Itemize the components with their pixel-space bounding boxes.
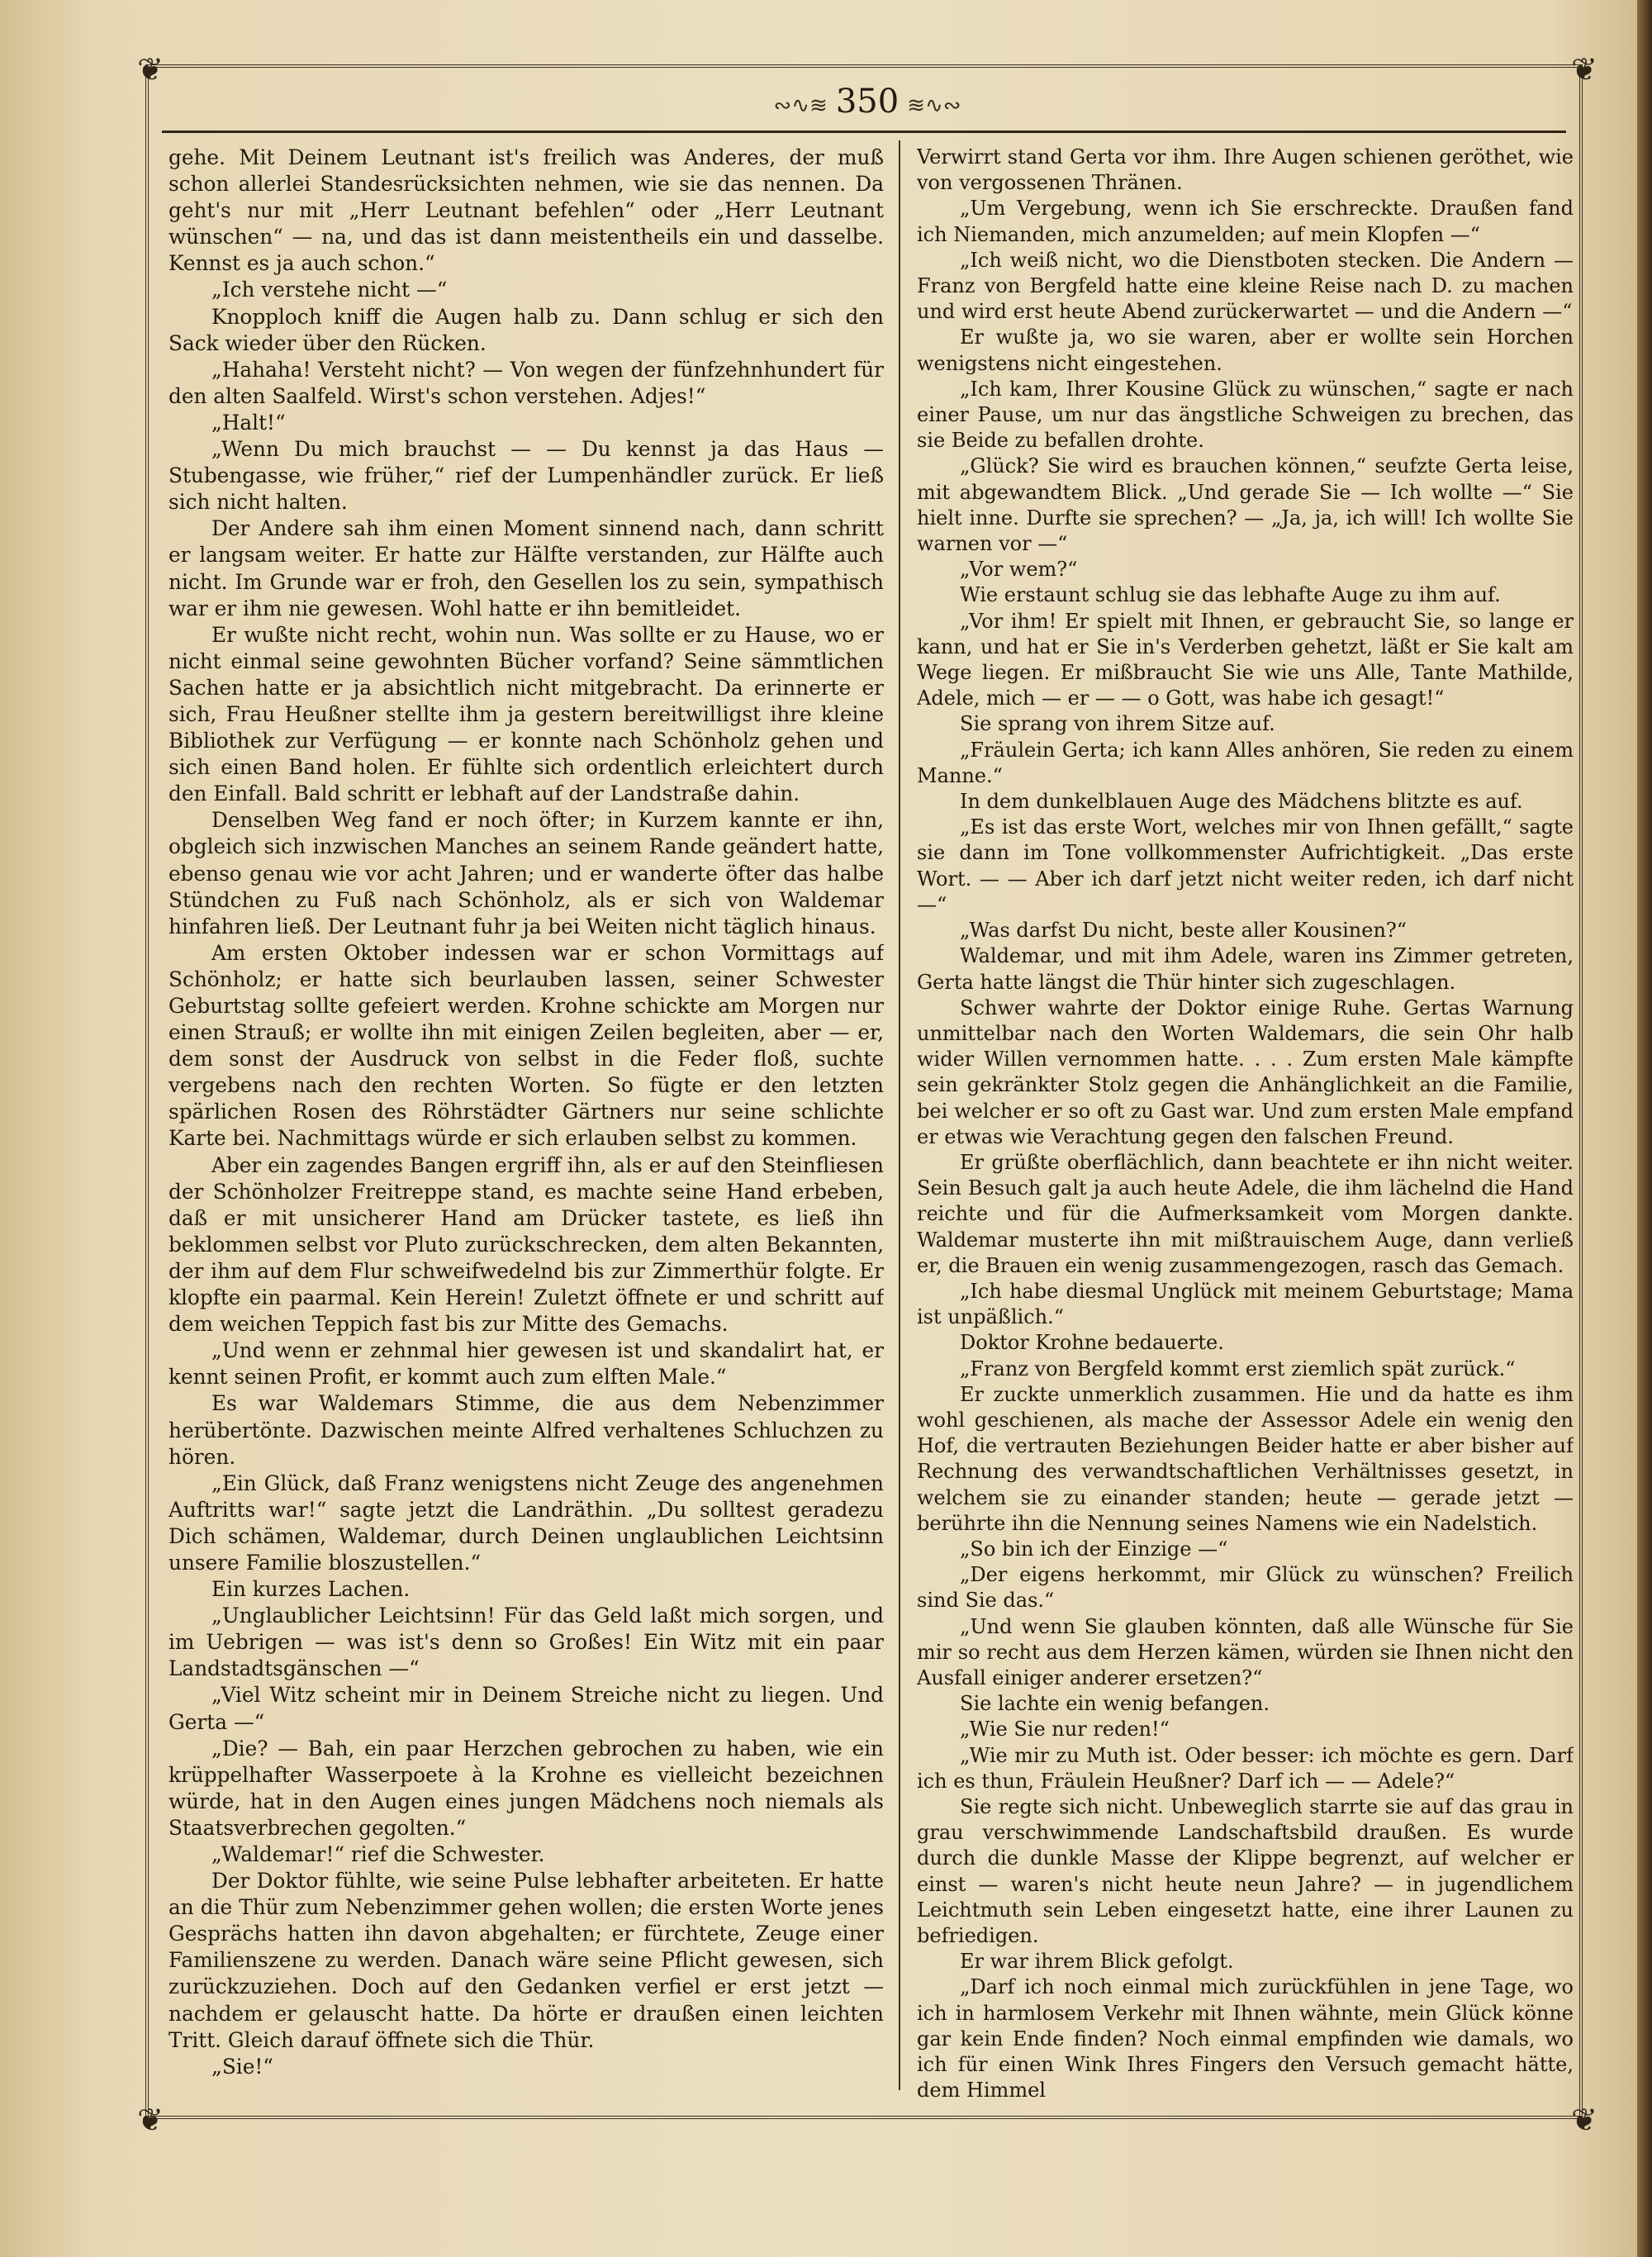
paragraph: Schwer wahrte der Doktor einige Ruhe. Gertas Warnung unmittelbar nach den Worten Waldemars, die sein Ohr halb wider Willen vernommen hatte. . . . Zum ersten Male kämpfte sein gekränkter Stolz gegen die Anhänglichkeit an die Familie, bei welcher er so oft zu Gast war. Und zum ersten Male empfand er etwas wie Verachtung gegen den falschen Freund. xyxy=(917,995,1574,1148)
paragraph: „Viel Witz scheint mir in Deinem Streiche nicht zu liegen. Und Gerta —“ xyxy=(169,1683,884,1734)
paragraph: „Glück? Sie wird es brauchen können,“ seufzte Gerta leise, mit abgewandtem Blick. „Und gerade Sie — Ich wollte —“ Sie hielt inne. Durfte sie sprechen? — „Ja, ja, ich will! Ich wollte Sie warnen vor —“ xyxy=(917,454,1574,556)
paragraph: Er war ihrem Blick gefolgt. xyxy=(960,1950,1234,1974)
paragraph: Sie regte sich nicht. Unbeweglich starrte sie auf das grau in grau verschwimmende Landschaftsbild draußen. Es wurde durch die dunkle Masse der Klippe begrenzt, auf welcher er einst — waren's nicht heute neun Jahre? — in jugendlichem Leichtmuth sein Leben eingesetzt hatte, eine ihrer Launen zu befriedigen. xyxy=(917,1795,1574,1948)
paragraph: „So bin ich der Einzige —“ xyxy=(960,1537,1228,1561)
book-spine-edge xyxy=(1637,0,1652,2257)
text-column-right xyxy=(917,145,1574,2103)
paragraph: „Und wenn Sie glauben könnten, daß alle Wünsche für Sie mir so recht aus dem Herzen kämen, würden sie Ihnen nicht den Ausfall einiger anderer ersetzen?“ xyxy=(917,1614,1574,1689)
paragraph: „Wenn Du mich brauchst — — Du kennst ja das Haus — Stubengasse, wie früher,“ rief der Lumpenhändler zurück. Er ließ sich nicht halten. xyxy=(169,437,884,515)
paragraph: „Ich habe diesmal Unglück mit meinem Geburtstage; Mama ist unpäßlich.“ xyxy=(917,1279,1574,1329)
header-rule xyxy=(162,131,1566,133)
paragraph: „Unglaublicher Leichtsinn! Für das Geld laßt mich sorgen, und im Uebrigen — was ist's denn so Großes! Ein Witz mit ein paar Landstadtsgänschen —“ xyxy=(169,1604,884,1681)
paragraph: „Darf ich noch einmal mich zurückfühlen in jene Tage, wo ich in harmlosem Verkehr mit Ihnen wähnte, mein Glück könne gar kein Ende finden? Noch einmal empfinden wie damals, wo ich für einen Wink Ihres Fingers den Versuch gemacht hätte, dem Himmel xyxy=(917,1975,1574,2103)
paragraph: Der Doktor fühlte, wie seine Pulse lebhafter arbeiteten. Er hatte an die Thür zum Nebenzimmer gehen wollen; die ersten Worte jenes Gesprächs hatten ihn davon abgehalten; er fürchtete, Zeuge einer Familienszene zu werden. Danach wäre seine Pflicht gewesen, sich zurückzuziehen. Doch auf den Gedanken verfiel er erst jetzt — nachdem er gelauscht hatte. Da hörte er draußen einen leichten Tritt. Gleich darauf öffnete sich die Thür. xyxy=(169,1869,884,2052)
corner-ornament-icon: ❦ xyxy=(1571,2102,1597,2138)
paragraph: Sie sprang von ihrem Sitze auf. xyxy=(960,712,1275,736)
paragraph: „Ein Glück, daß Franz wenigstens nicht Zeuge des angenehmen Auftritts war!“ sagte jetzt die Landräthin. „Du solltest geradezu Dich schämen, Waldemar, durch Deinen unglaublichen Leichtsinn unsere Familie bloszustellen.“ xyxy=(169,1471,884,1575)
corner-ornament-icon: ❦ xyxy=(137,2102,164,2138)
paragraph: „Hahaha! Versteht nicht? — Von wegen der fünfzehnhundert für den alten Saalfeld. Wirst's schon verstehen. Adjes!“ xyxy=(169,357,884,408)
paragraph: „Wie Sie nur reden!“ xyxy=(960,1718,1170,1741)
paragraph: „Wie mir zu Muth ist. Oder besser: ich möchte es gern. Darf ich es thun, Fräulein Heußner? Darf ich — — Adele?“ xyxy=(917,1743,1574,1793)
header-ornament-right-icon: ≋∿∾ xyxy=(907,93,961,118)
corner-ornament-icon: ❦ xyxy=(1571,51,1597,88)
paragraph: Er grüßte oberflächlich, dann beachtete er ihn nicht weiter. Sein Besuch galt ja auch heute Adele, die ihm lächelnd die Hand reichte und für die Aufmerksamkeit vom Morgen dankte. Waldemar musterte ihn mit mißtrauischem Auge, dann verließ er, die Brauen ein wenig zusammengezogen, rasch das Gemach. xyxy=(917,1150,1574,1277)
paragraph: Knopploch kniff die Augen halb zu. Dann schlug er sich den Sack wieder über den Rücken. xyxy=(169,304,884,355)
paragraph: „Sie!“ xyxy=(211,2054,273,2079)
paragraph: Wie erstaunt schlug sie das lebhafte Auge zu ihm auf. xyxy=(960,583,1501,607)
paragraph: „Die? — Bah, ein paar Herzchen gebrochen zu haben, wie ein krüppelhafter Wasserpoete à la Krohne es vielleicht bezeichnen würde, hat in den Augen eines jungen Mädchens noch niemals als Staatsverbrechen gegolten.“ xyxy=(169,1736,884,1840)
column-divider xyxy=(899,140,900,2090)
paragraph: Sie lachte ein wenig befangen. xyxy=(960,1692,1270,1716)
paragraph: Waldemar, und mit ihm Adele, waren ins Zimmer getreten, Gerta hatte längst die Thür hinter sich zugeschlagen. xyxy=(917,944,1574,994)
paragraph: „Vor wem?“ xyxy=(960,558,1078,582)
paragraph: „Es ist das erste Wort, welches mir von Ihnen gefällt,“ sagte sie dann im Tone vollkommenster Aufrichtigkeit. „Das erste Wort. — — Aber ich darf jetzt nicht weiter reden, ich darf nicht —“ xyxy=(917,815,1574,916)
paragraph: Er zuckte unmerklich zusammen. Hie und da hatte es ihm wohl geschienen, als mache der Assessor Adele ein wenig den Hof, die vertrauten Beziehungen Beider hatte er aber bisher auf Rechnung des verwandtschaftlichen Verhältnisses gesetzt, in welchem sie zu einander standen; heute — gerade jetzt — berührte ihn die Nennung seines Namens wie ein Nadelstich. xyxy=(917,1382,1574,1535)
paragraph: „Waldemar!“ rief die Schwester. xyxy=(211,1842,545,1866)
paragraph: Aber ein zagendes Bangen ergriff ihn, als er auf den Steinfliesen der Schönholzer Freitreppe stand, es machte seine Hand erbeben, daß er mit unsicherer Hand am Drücker tastete, es ließ ihn beklommen selbst vor Pluto zurückschrecken, dem alten Bekannten, der ihm auf dem Flur schweifwedelnd bis zur Zimmerthür folgte. Er klopfte ein paarmal. Kein Herein! Zuletzt öffnete er und schritt auf dem weichen Teppich fast bis zur Mitte des Gemachs. xyxy=(169,1152,884,1337)
paragraph: „Halt!“ xyxy=(211,410,286,435)
paragraph: „Ich kam, Ihrer Kousine Glück zu wünschen,“ sagte er nach einer Pause, um nur das ängstliche Schweigen zu brechen, das sie Beide zu befallen drohte. xyxy=(917,377,1574,453)
paragraph: Er wußte nicht recht, wohin nun. Was sollte er zu Hause, wo er nicht einmal seine gewohnten Bücher vorfand? Seine sämmtlichen Sachen hatte er ja absichtlich nicht mitgebracht. Da erinnerte er sich, Frau Heußner stellte ihm ja gestern bereitwilligst ihre kleine Bibliothek zur Verfügung — er konnte nach Schönholz gehen und sich einen Band holen. Er fühlte sich ordentlich erleichtert durch den Einfall. Bald schritt er lebhaft auf der Landstraße dahin. xyxy=(169,622,884,806)
page-header xyxy=(743,79,991,124)
text-column-left xyxy=(169,145,884,2103)
paragraph: „Ich weiß nicht, wo die Dienstboten stecken. Die Andern — Franz von Bergfeld hatte eine kleine Reise nach D. zu machen und wird erst heute Abend zurückerwartet — und die Andern —“ xyxy=(917,248,1574,324)
paragraph: „Vor ihm! Er spielt mit Ihnen, er gebraucht Sie, so lange er kann, und hat er Sie in's Verderben gehetzt, läßt er Sie kalt am Wege liegen. Er mißbraucht Sie wie uns Alle, Tante Mathilde, Adele, mich — er — — o Gott, was habe ich gesagt!“ xyxy=(917,609,1574,710)
paragraph: Am ersten Oktober indessen war er schon Vormittags auf Schönholz; er hatte sich beurlauben lassen, seiner Schwester Geburtstag sollte gefeiert werden. Krohne schickte am Morgen nur einen Strauß; er wollte ihn mit einigen Zeilen begleiten, aber — er, dem sonst der Ausdruck von selbst in die Feder floß, suchte vergebens nach den rechten Worten. So fügte er den letzten spärlichen Rosen des Röhrstädter Gärtners nur seine schlichte Karte bei. Nachmittags würde er sich erlauben selbst zu kommen. xyxy=(169,940,884,1151)
corner-ornament-icon: ❦ xyxy=(137,51,164,88)
paragraph: „Fräulein Gerta; ich kann Alles anhören, Sie reden zu einem Manne.“ xyxy=(917,738,1574,787)
paragraph: „Der eigens herkommt, mir Glück zu wünschen? Freilich sind Sie das.“ xyxy=(917,1563,1574,1613)
paragraph: Denselben Weg fand er noch öfter; in Kurzem kannte er ihn, obgleich sich inzwischen Manches an seinem Rande geändert hatte, ebenso genau wie vor acht Jahren; und er wanderte öfter das halbe Stündchen zu Fuß nach Schönholz, als er sich von Waldemar hinfahren ließ. Der Leutnant fuhr ja bei Weiten nicht täglich hinaus. xyxy=(169,808,884,938)
paragraph: Es war Waldemars Stimme, die aus dem Nebenzimmer herübertönte. Dazwischen meinte Alfred verhaltenes Schluchzen zu hören. xyxy=(169,1391,884,1469)
page-number: 350 xyxy=(835,83,900,121)
paragraph: In dem dunkelblauen Auge des Mädchens blitzte es auf. xyxy=(960,790,1523,814)
paragraph: „Franz von Bergfeld kommt erst ziemlich spät zurück.“ xyxy=(960,1357,1516,1380)
paragraph: gehe. Mit Deinem Leutnant ist's freilich was Anderes, der muß schon allerlei Standesrücksichten nehmen, wie sie das nennen. Da geht's nur mit „Herr Leutnant befehlen“ oder „Herr Leutnant wünschen“ — na, und das ist dann meistentheils ein und dasselbe. Kennst es ja auch schon.“ xyxy=(169,145,884,276)
paragraph: „Und wenn er zehnmal hier gewesen ist und skandalirt hat, er kennt seinen Profit, er kommt auch zum elften Male.“ xyxy=(169,1338,884,1390)
paragraph: Doktor Krohne bedauerte. xyxy=(960,1331,1224,1355)
paragraph: Der Andere sah ihm einen Moment sinnend nach, dann schritt er langsam weiter. Er hatte zur Hälfte verstanden, zur Hälfte auch nicht. Im Grunde war er froh, den Gesellen los zu sein, sympathisch war er ihm nie gewesen. Wohl hatte er ihn bemitleidet. xyxy=(169,516,884,620)
header-ornament-left-icon: ∾∿≋ xyxy=(773,93,828,118)
paragraph: „Ich verstehe nicht —“ xyxy=(211,278,448,302)
paragraph: Ein kurzes Lachen. xyxy=(211,1577,411,1602)
paragraph: Verwirrt stand Gerta vor ihm. Ihre Augen schienen geröthet, wie von vergossenen Thränen. xyxy=(917,145,1574,195)
paragraph: „Was darfst Du nicht, beste aller Kousinen?“ xyxy=(960,919,1408,943)
paragraph: Er wußte ja, wo sie waren, aber er wollte sein Horchen wenigstens nicht eingestehen. xyxy=(917,325,1574,375)
paragraph: „Um Vergebung, wenn ich Sie erschreckte. Draußen fand ich Niemanden, mich anzumelden; auf mein Klopfen —“ xyxy=(917,197,1574,246)
